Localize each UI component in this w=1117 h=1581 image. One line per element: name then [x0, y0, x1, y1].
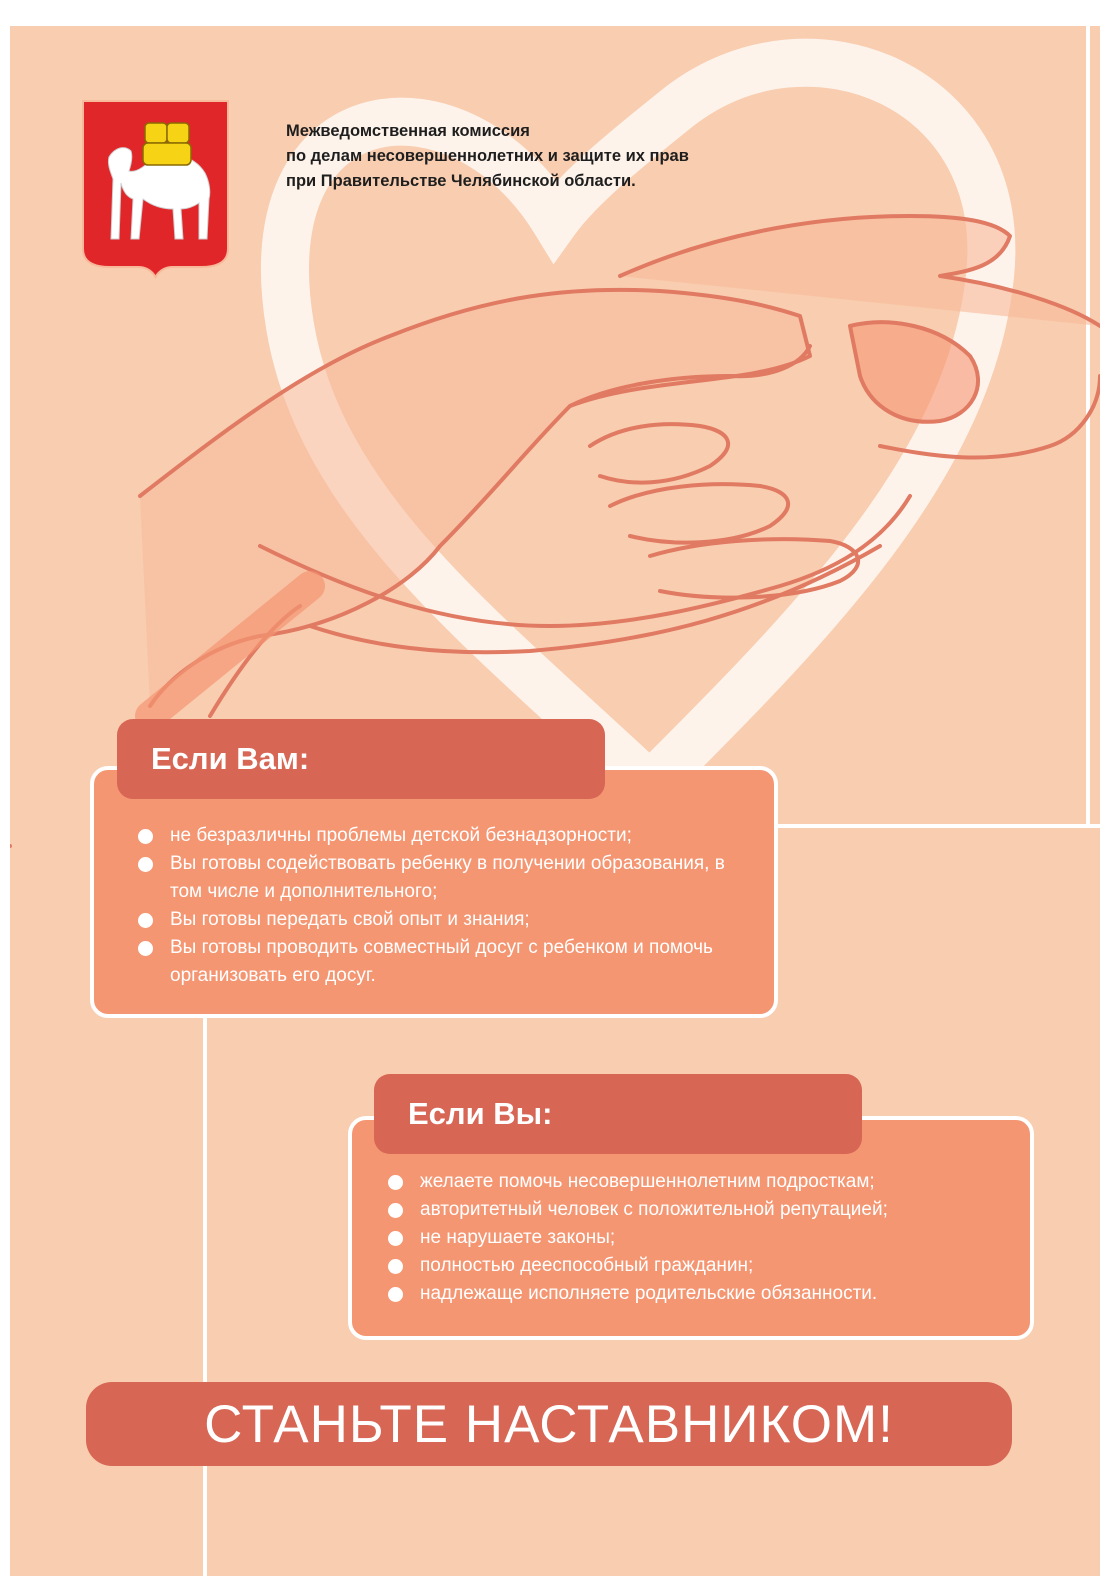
header-organization-name	[286, 119, 689, 194]
section-2-list	[388, 1168, 1018, 1308]
list-item: Вы готовы передать свой опыт и знания;	[138, 906, 758, 934]
chelyabinsk-coat-of-arms-icon	[81, 99, 230, 279]
list-item: желаете помочь несовершеннолетним подросткам;	[388, 1168, 1018, 1196]
section-2-heading: Если Вы:	[374, 1074, 862, 1154]
header-line: по делам несовершеннолетних и защите их прав	[286, 147, 689, 165]
list-item: авторитетный человек с положительной репутацией;	[388, 1196, 1018, 1224]
list-item: полностью дееспособный гражданин;	[388, 1252, 1018, 1280]
list-item: надлежаще исполняете родительские обязанности.	[388, 1280, 1018, 1308]
section-1-list	[138, 822, 758, 990]
list-item: не нарушаете законы;	[388, 1224, 1018, 1252]
list-item: Вы готовы проводить совместный досуг с ребенком и помочь организовать его досуг.	[138, 934, 758, 990]
list-item: не безразличны проблемы детской безнадзорности;	[138, 822, 758, 850]
header-line: Межведомственная комиссия	[286, 122, 530, 140]
section-1-heading: Если Вам:	[117, 719, 605, 799]
list-item: Вы готовы содействовать ребенку в получении образования, в том числе и дополнительного;	[138, 850, 758, 906]
become-mentor-banner: СТАНЬТЕ НАСТАВНИКОМ!	[86, 1382, 1012, 1466]
poster	[10, 26, 1100, 1576]
header-line: при Правительстве Челябинской области.	[286, 172, 636, 190]
